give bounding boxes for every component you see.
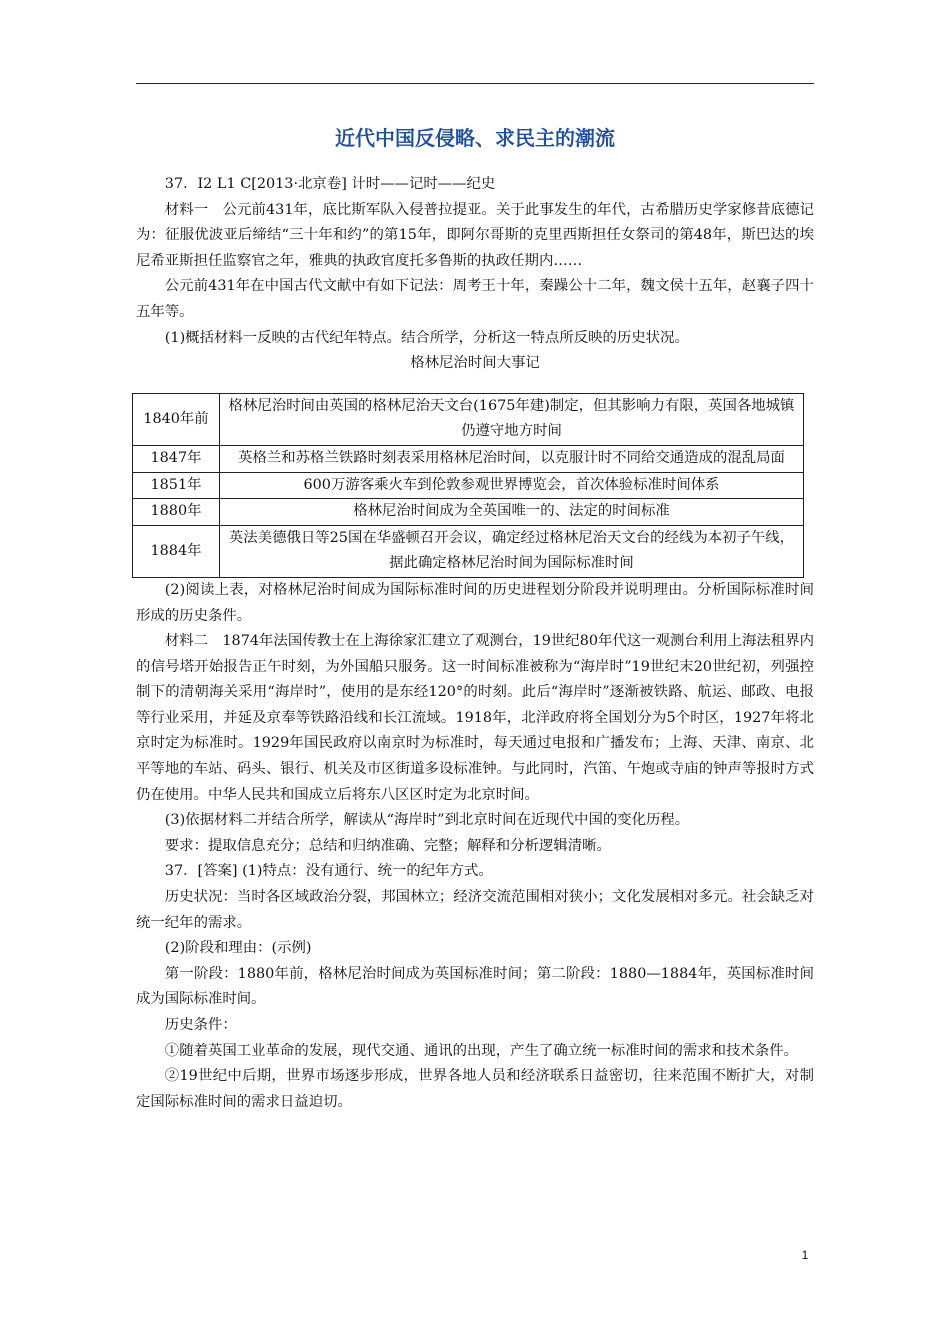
question-two: (2)阅读上表，对格林尼治时间成为国际标准时间的历史进程划分阶段并说明理由。分析国际标准时间形成的历史条件。 <box>136 581 814 624</box>
table-cell-year: 1880年 <box>133 499 220 526</box>
table-cell-year: 1884年 <box>133 525 220 577</box>
material-one-text: 材料一 公元前431年，底比斯军队入侵普拉提亚。关于此事发生的年代，古希腊历史学家修昔底德记为：征服优波亚后缔结“三十年和约”的第15年，即阿尔哥斯的克里西斯担任女祭司的第48年，斯巴达的埃尼希亚斯担任监察官之年，雅典的执政官度托多鲁斯的执政任期内…… <box>136 201 814 269</box>
table-cell-event: 格林尼治时间成为全英国唯一的、法定的时间标准 <box>220 499 804 526</box>
requirements: 要求：提取信息充分；总结和归纳准确、完整；解释和分析逻辑清晰。 <box>164 837 611 854</box>
page-number: 1 <box>801 1248 809 1262</box>
question-header: 37．I2 L1 C[2013·北京卷] 计时——记时——纪史 <box>164 176 496 192</box>
table-caption: 格林尼治时间大事记 <box>410 355 540 372</box>
answer-two-heading: (2)阶段和理由：(示例) <box>164 940 312 957</box>
table-row <box>133 525 804 577</box>
table-row <box>133 445 804 472</box>
answer-two-stages: 第一阶段：1880年前，格林尼治时间成为英国标准时间；第二阶段：1880—1884年，英国标准时间成为国际标准时间。 <box>136 965 814 1008</box>
table-cell-year: 1840年前 <box>133 393 220 445</box>
table-cell-event: 格林尼治时间由英国的格林尼治天文台(1675年建)制定，但其影响力有限，英国各地城镇仍遵守地方时间 <box>220 393 804 445</box>
question-three: (3)依据材料二并结合所学，解读从“海岸时”到北京时间在近现代中国的变化历程。 <box>164 812 690 829</box>
table-cell-event: 英法美德俄日等25国在华盛顿召开会议，确定经过格林尼治天文台的经线为本初子午线，据此确定格林尼治时间为国际标准时间 <box>220 525 804 577</box>
material-two-text: 材料二 1874年法国传教士在上海徐家汇建立了观测台，19世纪80年代这一观测台利用上海法租界内的信号塔开始报告正午时刻，为外国船只服务。这一时间标准被称为“海岸时”19世纪末20世纪初，列强控制下的清朝海关采用“海岸时”，使用的是东经120°的时刻。此后“海岸时”逐渐被铁路、航运、邮政、电报等行业采用，并延及京奉等铁路沿线和长江流域。1918年，北洋政府将全国划分为5个时区，1927年将北京时定为标准时。1929年国民政府以南京时为标准时，每天通过电报和广播发布；上海、天津、南京、北平等地的车站、码头、银行、机关及市区街道多设标准钟。与此同时，汽笛、午炮或寺庙的钟声等报时方式仍在使用。中华人民共和国成立后将东八区区时定为北京时间。 <box>136 633 814 803</box>
document-body <box>136 172 814 1115</box>
answer-two-condition-one: ①随着英国工业革命的发展，现代交通、通讯的出现，产生了确立统一标准时间的需求和技术条件。 <box>164 1042 798 1059</box>
table-cell-year: 1847年 <box>133 445 220 472</box>
table-cell-event: 英格兰和苏格兰铁路时刻表采用格林尼治时间，以克服计时不同给交通造成的混乱局面 <box>220 445 804 472</box>
answer-two-condition-two: ②19世纪中后期，世界市场逐步形成，世界各地人员和经济联系日益密切，往来范围不断扩大，对制定国际标准时间的需求日益迫切。 <box>136 1068 814 1110</box>
material-one-chinese-dates: 公元前431年在中国古代文献中有如下记法：周考王十年，秦躁公十二年，魏文侯十五年，赵襄子四十五年等。 <box>136 278 814 320</box>
table-cell-year: 1851年 <box>133 472 220 499</box>
answer-one-situation: 历史状况：当时各区域政治分裂，邦国林立；经济交流范围相对狭小；文化发展相对多元。社会缺乏对统一纪年的需求。 <box>136 889 814 931</box>
question-one: (1)概括材料一反映的古代纪年特点。结合所学，分析这一特点所反映的历史状况。 <box>164 329 689 346</box>
table-row <box>133 499 804 526</box>
table-row <box>133 472 804 499</box>
answer-two-conditions-heading: 历史条件： <box>164 1017 237 1033</box>
table-row <box>133 393 804 445</box>
page-title: 近代中国反侵略、求民主的潮流 <box>335 126 615 150</box>
greenwich-events-table <box>132 393 804 578</box>
header-rule <box>136 83 814 84</box>
table-cell-event: 600万游客乘火车到伦敦参观世界博览会，首次体验标准时间体系 <box>220 472 804 499</box>
answer-one-feature: 37．[答案] (1)特点：没有通行、统一的纪年方式。 <box>164 863 493 880</box>
